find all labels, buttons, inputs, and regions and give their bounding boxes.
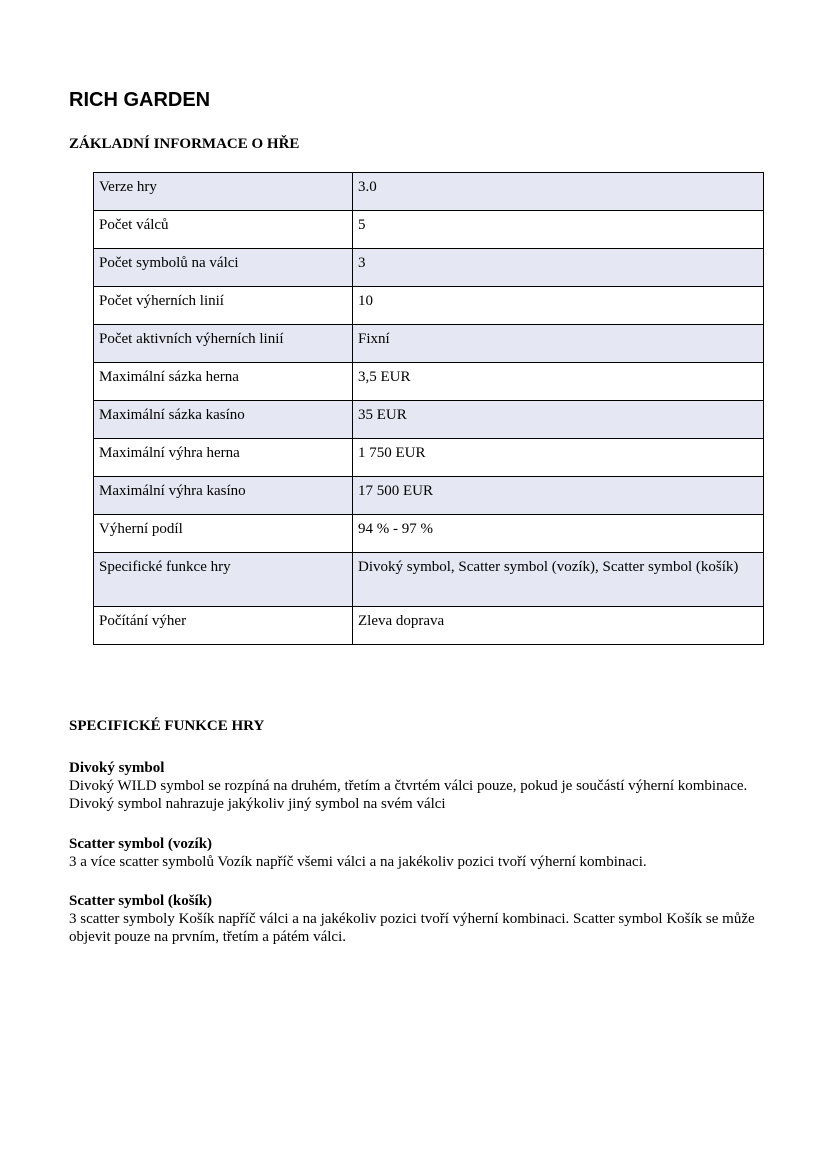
row-value: 35 EUR xyxy=(353,401,764,439)
table-row xyxy=(94,439,764,477)
table-row xyxy=(94,287,764,325)
row-label: Maximální výhra kasíno xyxy=(94,477,353,515)
row-value: 3.0 xyxy=(353,173,764,211)
feature-scatter-cart xyxy=(69,835,759,871)
feature-wild xyxy=(69,759,759,813)
table-row xyxy=(94,515,764,553)
feature-text: Divoký WILD symbol se rozpíná na druhém, třetím a čtvrtém válci pouze, pokud je součástí výherní kombinace. Divoký symbol nahrazuje jakýkoliv jiný symbol na svém válci xyxy=(69,778,748,812)
row-label: Specifické funkce hry xyxy=(94,553,353,607)
feature-title: Scatter symbol (vozík) xyxy=(69,836,213,852)
row-label: Počet symbolů na válci xyxy=(94,249,353,287)
row-value: 3 xyxy=(353,249,764,287)
row-label: Počet výherních linií xyxy=(94,287,353,325)
page-title: RICH GARDEN xyxy=(69,89,211,111)
row-value: 3,5 EUR xyxy=(353,363,764,401)
table-row xyxy=(94,477,764,515)
row-label: Verze hry xyxy=(94,173,353,211)
feature-title: Scatter symbol (košík) xyxy=(69,893,213,909)
features-heading: SPECIFICKÉ FUNKCE HRY xyxy=(69,718,265,734)
row-label: Výherní podíl xyxy=(94,515,353,553)
row-value: Fixní xyxy=(353,325,764,363)
table-row xyxy=(94,553,764,607)
row-label: Maximální sázka kasíno xyxy=(94,401,353,439)
table-row xyxy=(94,401,764,439)
table-row xyxy=(94,173,764,211)
feature-text: 3 scatter symboly Košík napříč válci a na jakékoliv pozici tvoří výherní kombinaci. Scatter symbol Košík se může objevit pouze na prvním, třetím a pátém válci. xyxy=(69,911,755,945)
row-label: Maximální výhra herna xyxy=(94,439,353,477)
row-value: 10 xyxy=(353,287,764,325)
basic-info-heading: ZÁKLADNÍ INFORMACE O HŘE xyxy=(69,136,300,152)
row-value: 17 500 EUR xyxy=(353,477,764,515)
row-value: 5 xyxy=(353,211,764,249)
row-value: Zleva doprava xyxy=(353,607,764,645)
table-row xyxy=(94,325,764,363)
table-row xyxy=(94,607,764,645)
row-label: Počítání výher xyxy=(94,607,353,645)
row-value: Divoký symbol, Scatter symbol (vozík), Scatter symbol (košík) xyxy=(353,553,764,607)
row-label: Počet aktivních výherních linií xyxy=(94,325,353,363)
row-label: Maximální sázka herna xyxy=(94,363,353,401)
feature-scatter-basket xyxy=(69,892,759,946)
row-value: 1 750 EUR xyxy=(353,439,764,477)
feature-text: 3 a více scatter symbolů Vozík napříč všemi válci a na jakékoliv pozici tvoří výherní kombinaci. xyxy=(69,854,647,870)
table-row xyxy=(94,363,764,401)
game-info-table xyxy=(93,172,764,645)
row-value: 94 % - 97 % xyxy=(353,515,764,553)
row-label: Počet válců xyxy=(94,211,353,249)
table-row xyxy=(94,249,764,287)
table-row xyxy=(94,211,764,249)
feature-title: Divoký symbol xyxy=(69,760,165,776)
